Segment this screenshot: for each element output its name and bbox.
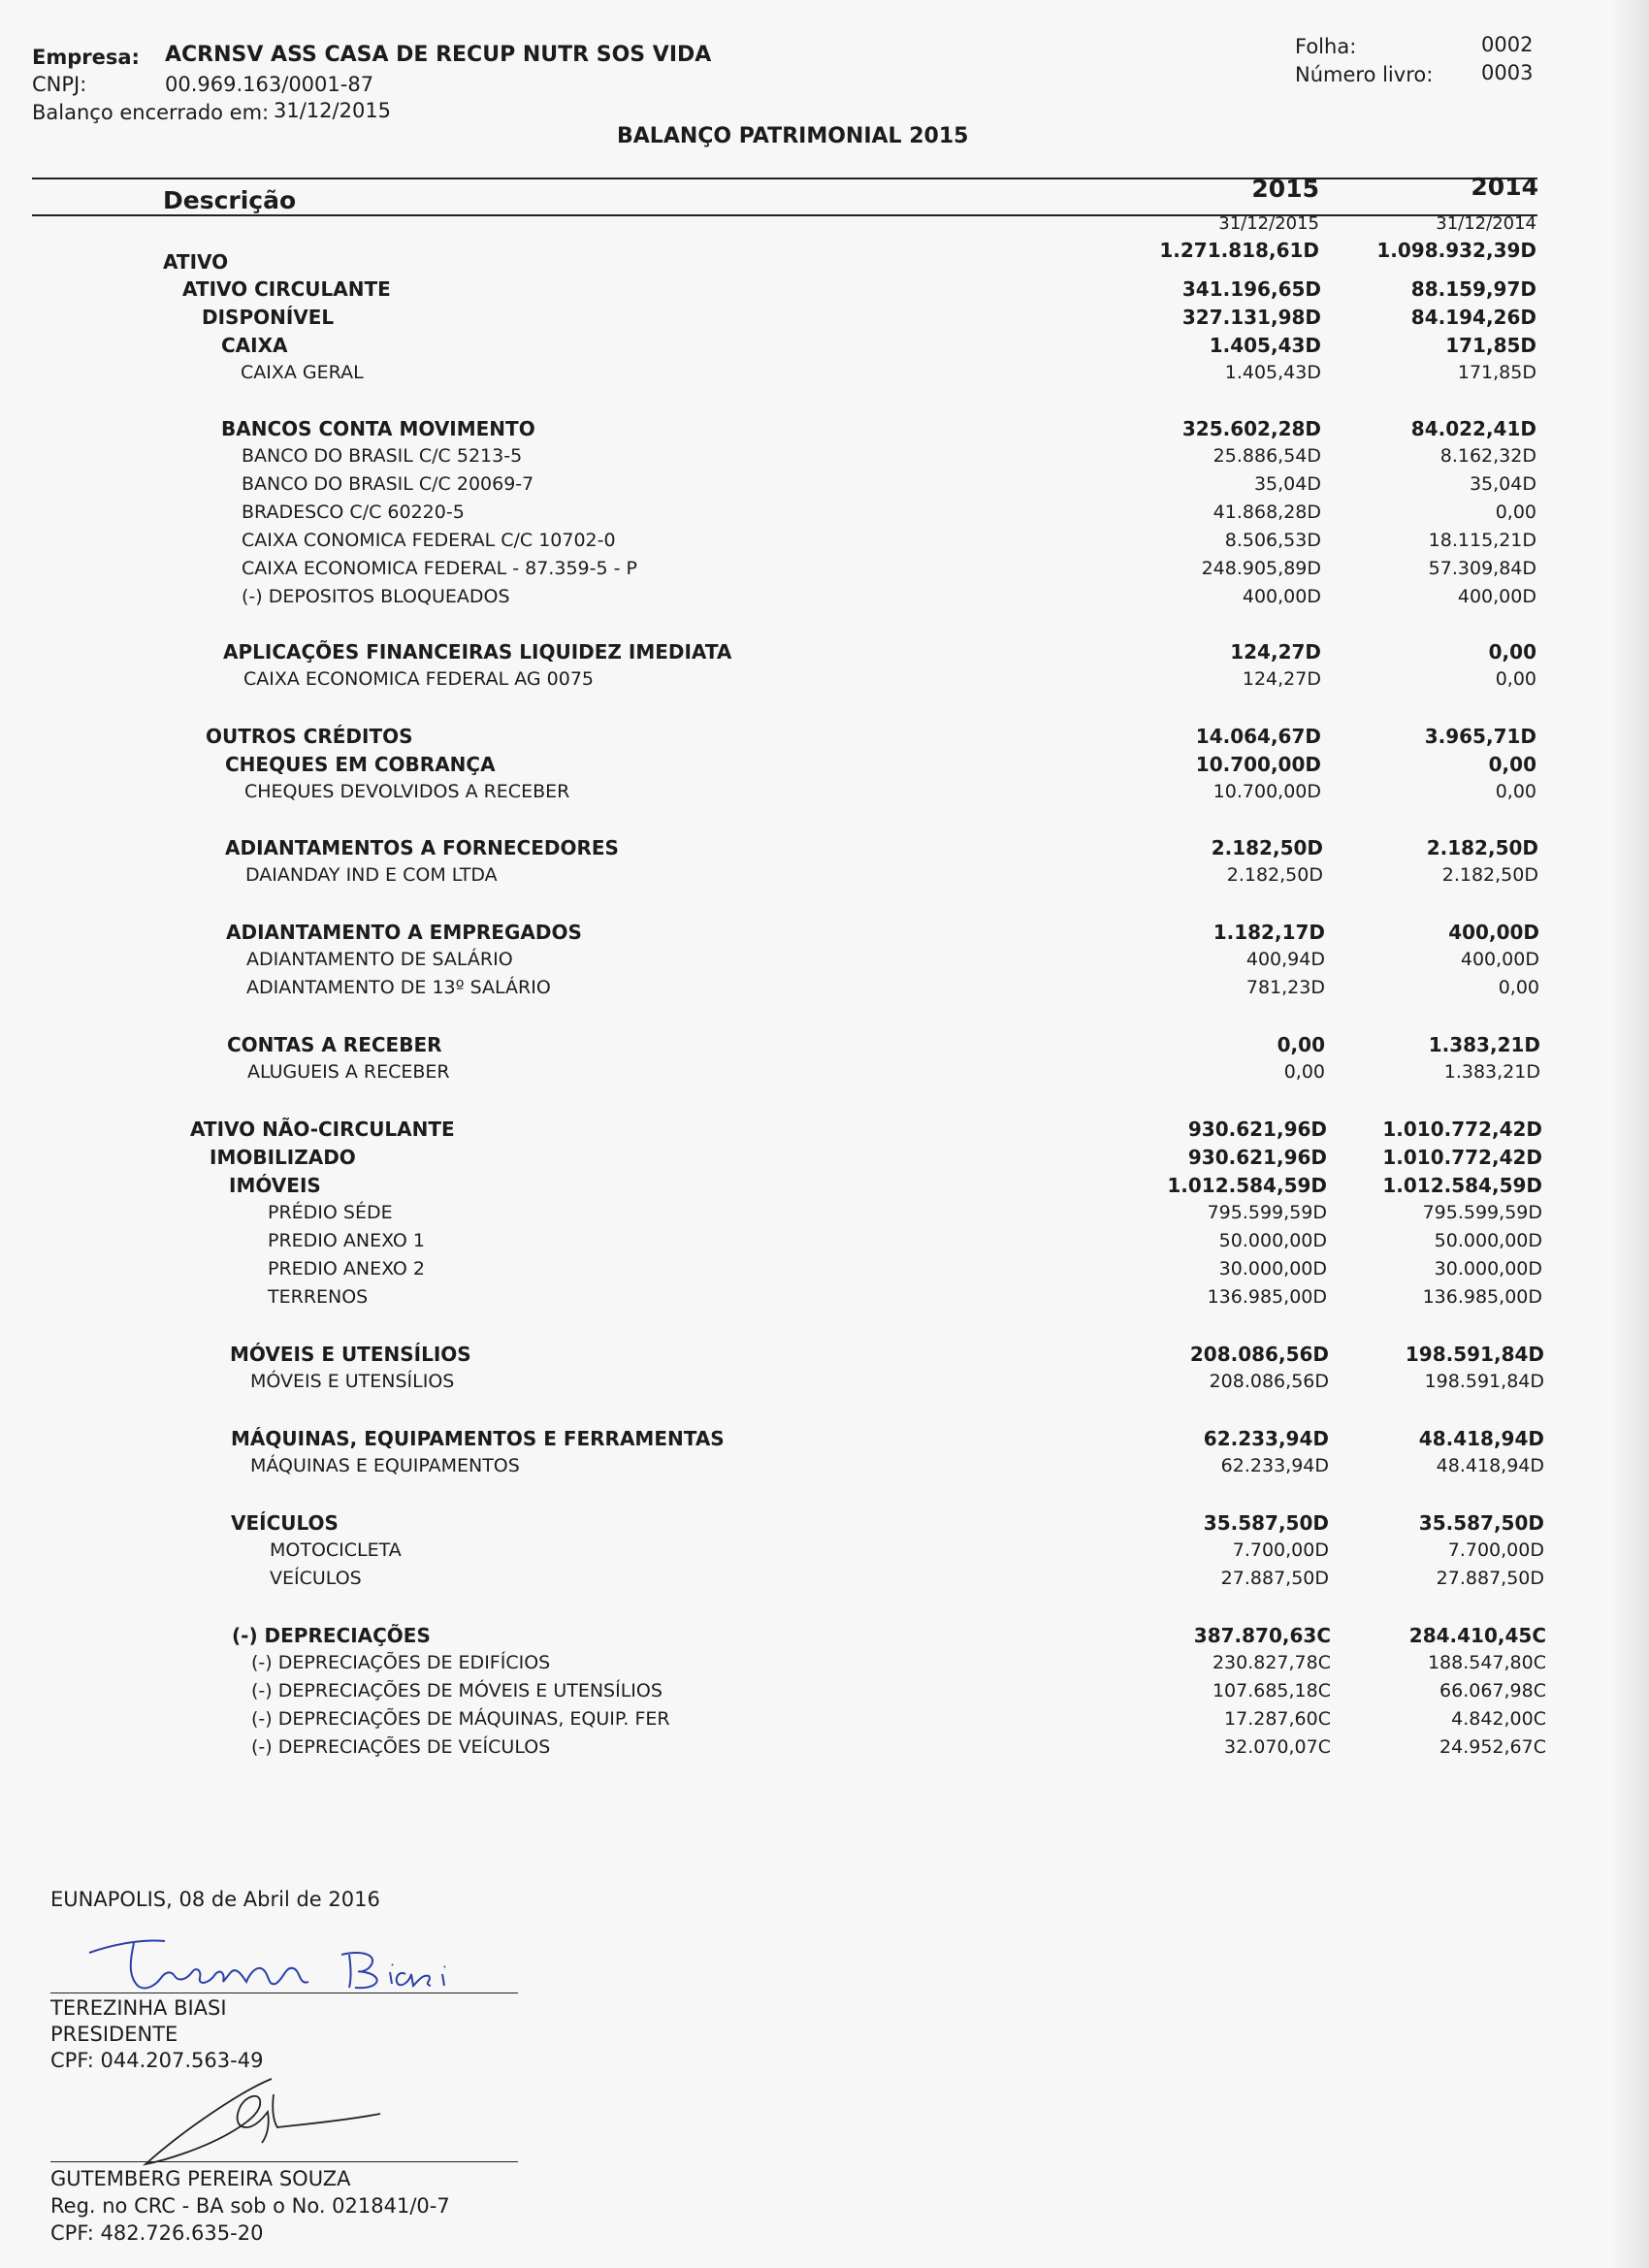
row-description: ATIVO NÃO-CIRCULANTE — [190, 1118, 455, 1141]
row-description: DISPONÍVEL — [202, 306, 335, 329]
row-value-2014: 0,00 — [1495, 668, 1536, 690]
row-value-2014: 18.115,21D — [1428, 530, 1536, 551]
row-value-2014: 0,00 — [1495, 781, 1536, 802]
row-value-2014: 8.162,32D — [1439, 445, 1536, 467]
empresa-label: Empresa: — [32, 46, 140, 69]
row-description: (-) DEPOSITOS BLOQUEADOS — [242, 586, 510, 607]
row-value-2014: 1.383,21D — [1443, 1061, 1540, 1083]
row-value-2015: 248.905,89D — [1201, 558, 1321, 579]
signer1-cpf: CPF: 044.207.563-49 — [50, 2049, 264, 2072]
place-date: EUNAPOLIS, 08 de Abril de 2016 — [50, 1888, 380, 1911]
row-description: ADIANTAMENTOS A FORNECEDORES — [225, 836, 619, 859]
table-row — [0, 1146, 1649, 1173]
column-year-2014: 2014 — [1471, 173, 1538, 201]
table-row — [0, 1708, 1649, 1735]
table-row — [0, 1680, 1649, 1707]
row-value-2014: 400,00D — [1448, 921, 1539, 944]
table-row — [0, 864, 1649, 891]
page-title: BALANÇO PATRIMONIAL 2015 — [617, 124, 969, 148]
row-description: BANCO DO BRASIL C/C 5213-5 — [242, 445, 523, 467]
signer2-crc: Reg. no CRC - BA sob o No. 021841/0-7 — [50, 2194, 450, 2218]
row-description: MÓVEIS E UTENSÍLIOS — [230, 1343, 471, 1366]
row-description: VEÍCULOS — [231, 1511, 339, 1535]
table-row — [0, 836, 1649, 863]
cnpj-label: CNPJ: — [32, 73, 87, 96]
row-value-2015: 341.196,65D — [1181, 277, 1321, 301]
table-row — [0, 1174, 1649, 1201]
row-value-2015: 10.700,00D — [1195, 753, 1321, 776]
row-value-2014: 35,04D — [1469, 473, 1536, 495]
row-value-2015: 1.012.584,59D — [1167, 1174, 1327, 1197]
row-value-2015: 14.064,67D — [1195, 725, 1321, 748]
row-value-2015: 0,00 — [1283, 1061, 1325, 1083]
row-value-2015: 10.700,00D — [1212, 781, 1321, 802]
row-description: BANCO DO BRASIL C/C 20069-7 — [242, 473, 534, 495]
row-description: MÁQUINAS E EQUIPAMENTOS — [250, 1455, 520, 1476]
row-value-2015: 35,04D — [1253, 473, 1321, 495]
row-description: BRADESCO C/C 60220-5 — [242, 502, 465, 523]
table-row — [0, 1371, 1649, 1398]
table-row — [0, 1286, 1649, 1313]
row-description: ALUGUEIS A RECEBER — [247, 1061, 450, 1083]
signature-line-2 — [50, 2161, 518, 2162]
row-value-2015: 124,27D — [1242, 668, 1321, 690]
row-value-2015: 400,94D — [1245, 949, 1325, 970]
row-value-2015: 327.131,98D — [1181, 306, 1321, 329]
table-row — [0, 781, 1649, 808]
row-description: CHEQUES EM COBRANÇA — [225, 753, 496, 776]
table-row — [0, 473, 1649, 501]
signature-terezinha — [78, 1926, 504, 2003]
row-description: DAIANDAY IND E COM LTDA — [245, 864, 498, 886]
column-year-2015: 2015 — [1251, 175, 1319, 203]
row-description: OUTROS CRÉDITOS — [206, 725, 413, 748]
row-value-2014: 136.985,00D — [1422, 1286, 1542, 1308]
row-value-2015: 1.182,17D — [1212, 921, 1325, 944]
date-row — [0, 213, 1649, 241]
row-description: MOTOCICLETA — [270, 1539, 402, 1561]
row-value-2015: 230.827,78C — [1212, 1652, 1331, 1673]
table-row — [0, 1427, 1649, 1454]
row-description: ADIANTAMENTO DE SALÁRIO — [246, 949, 513, 970]
row-value-2014: 171,85D — [1457, 362, 1536, 383]
table-row — [0, 1230, 1649, 1257]
row-value-2015: 136.985,00D — [1207, 1286, 1327, 1308]
row-value-2015: 325.602,28D — [1181, 417, 1321, 440]
table-row — [0, 1033, 1649, 1060]
row-value-2014: 48.418,94D — [1436, 1455, 1544, 1476]
row-description: CAIXA GERAL — [241, 362, 364, 383]
row-description: ATIVO CIRCULANTE — [182, 277, 391, 301]
row-value-2015: 50.000,00D — [1218, 1230, 1327, 1251]
row-value-2015: 35.587,50D — [1203, 1511, 1329, 1535]
row-value-2015: 2.182,50D — [1226, 864, 1323, 886]
date-2015: 31/12/2015 — [1218, 213, 1319, 234]
row-value-2015: 1.271.818,61D — [1159, 239, 1319, 262]
row-value-2014: 30.000,00D — [1434, 1258, 1542, 1280]
row-value-2015: 30.000,00D — [1218, 1258, 1327, 1280]
row-value-2014: 400,00D — [1460, 949, 1539, 970]
livro-value: 0003 — [1481, 61, 1534, 84]
row-value-2015: 25.886,54D — [1212, 445, 1321, 467]
row-description: MÓVEIS E UTENSÍLIOS — [250, 1371, 455, 1392]
row-description: ADIANTAMENTO DE 13º SALÁRIO — [246, 977, 551, 998]
row-value-2014: 88.159,97D — [1410, 277, 1536, 301]
table-row — [0, 1624, 1649, 1651]
table-row — [0, 334, 1649, 361]
row-description: APLICAÇÕES FINANCEIRAS LIQUIDEZ IMEDIATA — [223, 640, 732, 664]
table-row — [0, 725, 1649, 752]
table-row — [0, 362, 1649, 389]
table-row — [0, 277, 1649, 305]
row-value-2014: 50.000,00D — [1434, 1230, 1542, 1251]
row-value-2015: 2.182,50D — [1211, 836, 1323, 859]
signer2-name: GUTEMBERG PEREIRA SOUZA — [50, 2167, 351, 2190]
row-value-2014: 27.887,50D — [1436, 1568, 1544, 1589]
table-row — [0, 1455, 1649, 1482]
row-value-2015: 41.868,28D — [1212, 502, 1321, 523]
row-value-2015: 795.599,59D — [1207, 1202, 1327, 1223]
table-row — [0, 1511, 1649, 1539]
row-value-2015: 781,23D — [1245, 977, 1325, 998]
row-value-2014: 35.587,50D — [1418, 1511, 1544, 1535]
row-value-2015: 62.233,94D — [1203, 1427, 1329, 1450]
row-value-2014: 1.010.772,42D — [1382, 1118, 1542, 1141]
row-description: (-) DEPRECIAÇÕES DE VEÍCULOS — [251, 1736, 551, 1758]
row-value-2014: 171,85D — [1445, 334, 1536, 357]
row-value-2014: 1.012.584,59D — [1382, 1174, 1542, 1197]
table-row — [0, 239, 1649, 277]
date-2014: 31/12/2014 — [1436, 213, 1536, 234]
row-value-2014: 1.010.772,42D — [1382, 1146, 1542, 1169]
row-description: PREDIO ANEXO 2 — [268, 1258, 425, 1280]
row-value-2014: 198.591,84D — [1405, 1343, 1544, 1366]
row-value-2014: 3.965,71D — [1424, 725, 1536, 748]
table-row — [0, 1539, 1649, 1567]
folha-label: Folha: — [1295, 35, 1357, 58]
cnpj-value: 00.969.163/0001-87 — [165, 73, 374, 96]
row-description: CAIXA — [221, 334, 288, 357]
row-description: ATIVO — [163, 250, 229, 274]
empresa-value: ACRNSV ASS CASA DE RECUP NUTR SOS VIDA — [165, 43, 712, 67]
row-value-2014: 1.383,21D — [1428, 1033, 1540, 1056]
balanco-label: Balanço encerrado em: — [32, 101, 270, 124]
row-value-2014: 84.022,41D — [1410, 417, 1536, 440]
balanco-value: 31/12/2015 — [274, 99, 392, 122]
row-value-2014: 24.952,67C — [1439, 1736, 1546, 1758]
row-value-2015: 930.621,96D — [1187, 1118, 1327, 1141]
row-description: PRÉDIO SÉDE — [268, 1202, 393, 1223]
row-value-2014: 198.591,84D — [1424, 1371, 1544, 1392]
row-value-2015: 27.887,50D — [1220, 1568, 1329, 1589]
row-value-2014: 0,00 — [1488, 640, 1536, 664]
row-value-2015: 387.870,63C — [1193, 1624, 1331, 1647]
row-value-2015: 208.086,56D — [1209, 1371, 1329, 1392]
row-value-2014: 66.067,98C — [1439, 1680, 1546, 1701]
row-value-2014: 7.700,00D — [1447, 1539, 1544, 1561]
signer1-name: TEREZINHA BIASI — [50, 1996, 227, 2020]
row-value-2015: 1.405,43D — [1209, 334, 1321, 357]
row-value-2014: 4.842,00C — [1451, 1708, 1546, 1730]
row-value-2014: 2.182,50D — [1441, 864, 1538, 886]
table-row — [0, 1258, 1649, 1285]
row-value-2015: 208.086,56D — [1189, 1343, 1329, 1366]
row-description: CAIXA ECONOMICA FEDERAL - 87.359-5 - P — [242, 558, 637, 579]
row-description: (-) DEPRECIAÇÕES DE MÁQUINAS, EQUIP. FER — [251, 1708, 670, 1730]
table-row — [0, 502, 1649, 529]
table-row — [0, 306, 1649, 333]
row-description: CHEQUES DEVOLVIDOS A RECEBER — [244, 781, 570, 802]
row-value-2014: 795.599,59D — [1422, 1202, 1542, 1223]
table-row — [0, 949, 1649, 976]
table-row — [0, 977, 1649, 1004]
row-value-2015: 7.700,00D — [1232, 1539, 1329, 1561]
row-value-2015: 400,00D — [1242, 586, 1321, 607]
row-value-2015: 930.621,96D — [1187, 1146, 1327, 1169]
table-row — [0, 1652, 1649, 1679]
table-row — [0, 558, 1649, 585]
row-value-2014: 0,00 — [1495, 502, 1536, 523]
row-description: (-) DEPRECIAÇÕES DE EDIFÍCIOS — [251, 1652, 551, 1673]
signer1-role: PRESIDENTE — [50, 2023, 178, 2046]
row-value-2015: 17.287,60C — [1224, 1708, 1331, 1730]
table-row — [0, 1061, 1649, 1088]
row-value-2015: 107.685,18C — [1212, 1680, 1331, 1701]
row-value-2014: 2.182,50D — [1426, 836, 1538, 859]
row-description: TERRENOS — [268, 1286, 369, 1308]
row-value-2015: 32.070,07C — [1224, 1736, 1331, 1758]
folha-value: 0002 — [1481, 33, 1534, 56]
column-descricao: Descrição — [163, 186, 297, 214]
row-value-2014: 0,00 — [1488, 753, 1536, 776]
table-row — [0, 417, 1649, 444]
row-description: CAIXA CONOMICA FEDERAL C/C 10702-0 — [242, 530, 616, 551]
row-description: (-) DEPRECIAÇÕES — [232, 1624, 431, 1647]
row-description: ADIANTAMENTO A EMPREGADOS — [226, 921, 582, 944]
row-description: MÁQUINAS, EQUIPAMENTOS E FERRAMENTAS — [231, 1427, 725, 1450]
row-description: IMOBILIZADO — [210, 1146, 356, 1169]
table-row — [0, 445, 1649, 472]
row-value-2014: 400,00D — [1457, 586, 1536, 607]
row-value-2014: 0,00 — [1498, 977, 1539, 998]
row-value-2015: 124,27D — [1230, 640, 1321, 664]
table-row — [0, 668, 1649, 696]
table-row — [0, 586, 1649, 613]
row-value-2014: 284.410,45C — [1408, 1624, 1546, 1647]
table-row — [0, 1118, 1649, 1145]
row-description: (-) DEPRECIAÇÕES DE MÓVEIS E UTENSÍLIOS — [251, 1680, 663, 1701]
livro-label: Número livro: — [1295, 63, 1434, 86]
row-value-2014: 57.309,84D — [1428, 558, 1536, 579]
row-description: CAIXA ECONOMICA FEDERAL AG 0075 — [243, 668, 595, 690]
table-row — [0, 640, 1649, 667]
row-description: VEÍCULOS — [270, 1568, 362, 1589]
table-row — [0, 921, 1649, 948]
row-value-2014: 1.098.932,39D — [1376, 239, 1536, 262]
row-value-2014: 84.194,26D — [1410, 306, 1536, 329]
table-row — [0, 1736, 1649, 1764]
table-row — [0, 1202, 1649, 1229]
row-value-2015: 8.506,53D — [1224, 530, 1321, 551]
table-row — [0, 1568, 1649, 1595]
row-value-2015: 62.233,94D — [1220, 1455, 1329, 1476]
row-description: BANCOS CONTA MOVIMENTO — [221, 417, 535, 440]
table-row — [0, 530, 1649, 557]
table-row — [0, 753, 1649, 780]
row-value-2015: 0,00 — [1277, 1033, 1325, 1056]
row-description: IMÓVEIS — [229, 1174, 321, 1197]
row-value-2014: 188.547,80C — [1427, 1652, 1546, 1673]
row-description: CONTAS A RECEBER — [227, 1033, 442, 1056]
row-value-2014: 48.418,94D — [1418, 1427, 1544, 1450]
signer2-cpf: CPF: 482.726.635-20 — [50, 2221, 264, 2245]
row-description: PREDIO ANEXO 1 — [268, 1230, 425, 1251]
table-row — [0, 1343, 1649, 1370]
row-value-2015: 1.405,43D — [1224, 362, 1321, 383]
